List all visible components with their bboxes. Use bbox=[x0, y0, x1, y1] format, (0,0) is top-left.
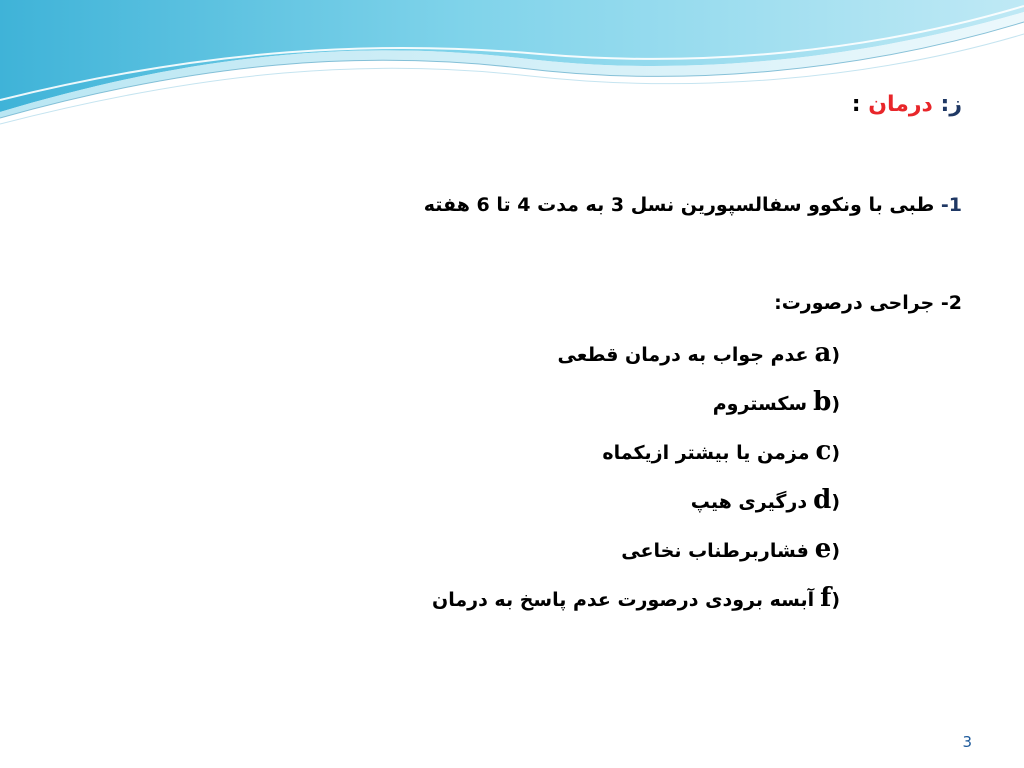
list-item-text: مزمن یا بیشتر ازیکماه bbox=[602, 442, 810, 464]
list-item: e)فشاربرطناب نخاعی bbox=[621, 534, 840, 564]
treatment-surgery-line: 2- جراحی درصورت: bbox=[774, 292, 962, 314]
list-item: b)سکستروم bbox=[712, 387, 840, 417]
list-marker: a bbox=[814, 338, 832, 368]
heading-title: درمان bbox=[868, 92, 933, 117]
list-marker: e bbox=[814, 534, 832, 564]
list-item-text: عدم جواب به درمان قطعی bbox=[557, 344, 809, 366]
list-marker: d bbox=[813, 485, 832, 515]
heading-label: ز: bbox=[940, 92, 962, 117]
list-item-text: آبسه برودی درصورت عدم پاسخ به درمان bbox=[432, 589, 815, 611]
list-item-text: سکستروم bbox=[712, 393, 808, 415]
list-item: d)درگیری هیپ bbox=[690, 485, 840, 515]
list-marker: c bbox=[815, 436, 832, 466]
surgery-indications-list bbox=[432, 338, 840, 632]
slide-page-number: 3 bbox=[962, 733, 972, 751]
list-item-text: فشاربرطناب نخاعی bbox=[621, 540, 809, 562]
line1-text: طبی با ونکوو سفالسپورین نسل 3 به مدت 4 تا 6 هفته bbox=[423, 194, 935, 216]
list-item-text: درگیری هیپ bbox=[690, 491, 808, 513]
list-item: f)آبسه برودی درصورت عدم پاسخ به درمان bbox=[432, 583, 840, 613]
list-marker: f bbox=[820, 583, 832, 613]
list-item: c)مزمن یا بیشتر ازیکماه bbox=[602, 436, 840, 466]
list-item: a)عدم جواب به درمان قطعی bbox=[557, 338, 840, 368]
heading-colon: : bbox=[851, 92, 861, 117]
list-marker: b bbox=[813, 387, 832, 417]
line1-number: 1- bbox=[940, 194, 962, 216]
treatment-medical-line bbox=[424, 194, 962, 216]
section-heading bbox=[852, 92, 962, 117]
